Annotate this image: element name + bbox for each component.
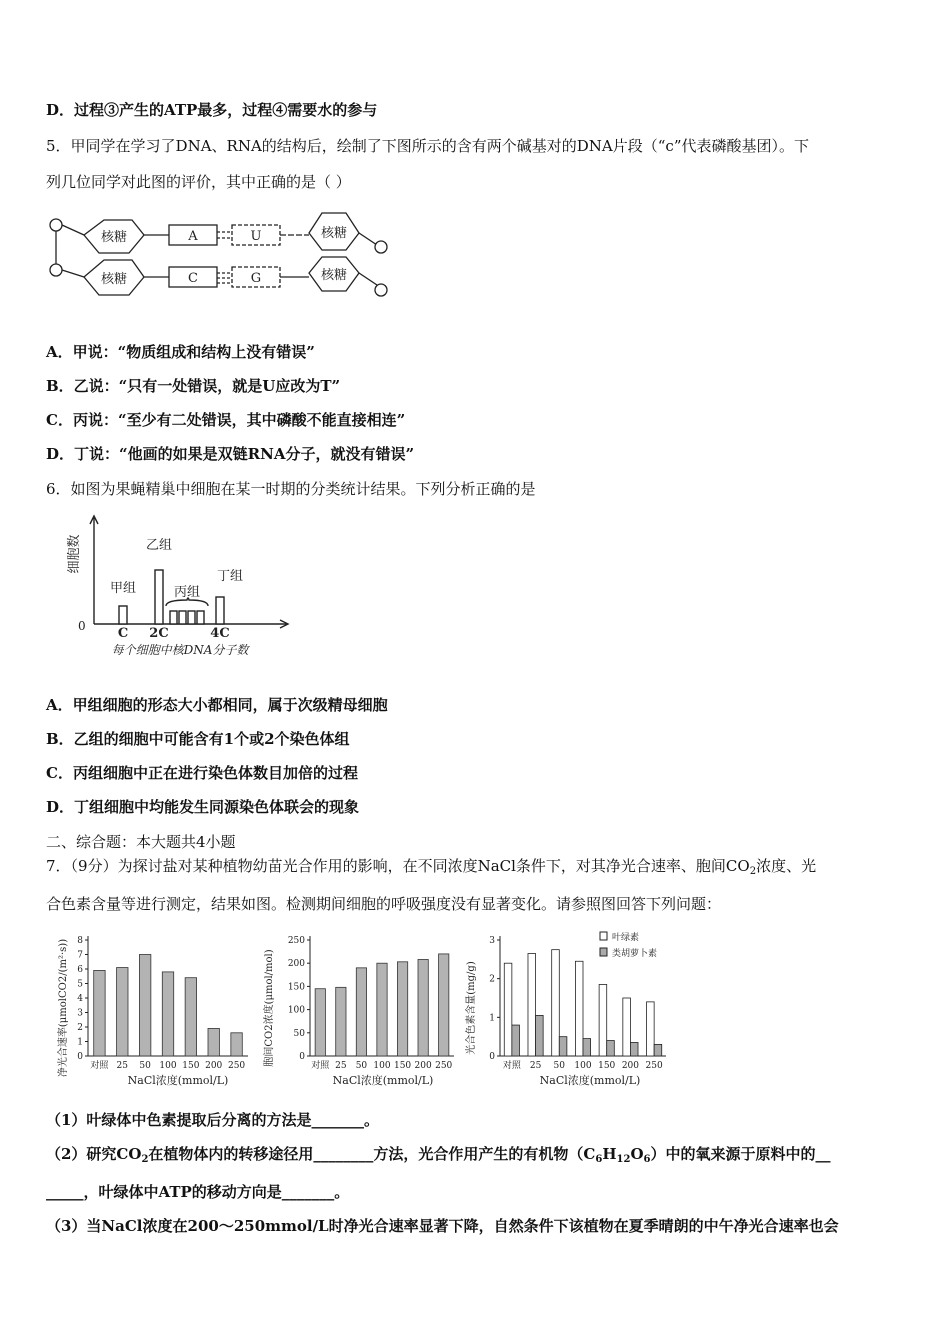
q6-tick-4c: 4C [210,626,230,641]
base-label-c: C [188,271,198,286]
chart2-y-tick: 0 [299,1052,305,1062]
q6-option-c: C．丙组细胞中正在进行染色体数目加倍的过程 [46,764,358,782]
legend-label-chlorophyll: 叶绿素 [612,933,640,943]
q7-stem-line1 [46,856,816,882]
phosphate-circle-left-top [50,219,62,231]
chart1-y-tick: 4 [77,994,83,1004]
legend-swatch-carotenoid [600,948,607,956]
q6-cell-count-chart [62,512,292,662]
chart3-bar-chlorophyll [599,984,607,1056]
chart1-x-tick: 对照 [90,1061,109,1071]
q7-p2-sub2: 6 [595,1154,603,1165]
base-label-a: A [188,229,198,244]
chart1-y-tick: 7 [77,950,83,961]
chart1-x-tick: 100 [159,1061,177,1071]
q6-bar-bing [197,611,204,624]
q5-option-d: D．丁说：“他画的如果是双链RNA分子，就没有错误” [46,445,415,463]
q6-y-label: 细胞数 [67,534,82,574]
chart2-x-tick: 对照 [311,1061,330,1071]
chart3-bar-chlorophyll [647,1002,655,1056]
chart1-bar [139,955,150,1057]
q7-part2-line2: _____，叶绿体中ATP的移动方向是_______。 [46,1183,350,1201]
base-label-u: U [250,229,262,244]
chart1-bar [117,968,128,1056]
chart1-x-label: NaCl浓度(mmol/L) [127,1074,229,1087]
chart2-x-tick: 200 [414,1061,432,1071]
chart3-x-tick: 对照 [502,1061,521,1071]
chart1-bar [162,972,173,1056]
q7-p2-d: O [630,1145,644,1163]
q5-stem-line1: 5．甲同学在学习了DNA、RNA的结构后，绘制了下图所示的含有两个碱基对的DNA片段（“c”代表磷酸基团）。下 [46,137,810,155]
chart2-x-tick: 250 [435,1061,453,1071]
chart2-bar [418,959,428,1056]
chart3-bar-carotenoid [536,1015,544,1056]
q5-option-b: B．乙说：“只有一处错误，就是U应改为T” [46,377,341,395]
q7-part3: （3）当NaCl浓度在200～250mmol/L时净光合速率显著下降，自然条件下该植物在夏季晴朗的中午净光合速率也会 [46,1217,839,1235]
q7-stem-sub: 2 [749,866,757,877]
chart2-bar [356,968,366,1056]
sugar-label-right-top: 核糖 [320,226,348,241]
chart2-x-label: NaCl浓度(mmol/L) [332,1074,434,1087]
chart3-bar-carotenoid [559,1037,567,1056]
q4-option-d-text: D．过程③产生的ATP最多，过程④需要水的参与 [46,101,378,119]
q6-option-a: A．甲组细胞的形态大小都相同，属于次级精母细胞 [46,696,388,714]
chart2-bar [315,989,325,1056]
chart3-bar-carotenoid [583,1039,591,1056]
q7-part1: （1）叶绿体中色素提取后分离的方法是_______。 [46,1111,379,1129]
chart1-x-tick: 150 [182,1061,200,1071]
chart2-bar [336,987,346,1056]
q6-bar-bing [179,611,186,624]
q7-p2-c: H [602,1145,617,1163]
q6-group-label-ding: 丁组 [216,569,244,584]
q7-p2-a: （2）研究CO [46,1145,142,1163]
q6-group-label-bing: 丙组 [173,585,201,600]
chart2-y-tick: 100 [287,1005,305,1016]
phosphate-circle-left-bottom [50,264,62,276]
chart1-x-tick: 250 [227,1061,246,1071]
q7-p2-sub1: 2 [141,1154,149,1165]
phosphate-circle-right-bottom [375,284,387,296]
chart3-x-tick: 100 [574,1061,592,1071]
q7-chart-pigment-content [460,928,680,1088]
chart2-bar [439,954,449,1056]
chart2-y-tick: 50 [293,1028,305,1039]
chart3-x-tick: 25 [529,1061,542,1071]
q6-bar-bing [170,611,177,624]
chart3-bar-chlorophyll [504,963,512,1056]
chart2-x-tick: 100 [373,1061,391,1071]
q6-tick-2c: 2C [149,626,169,641]
q6-bar-jia [119,606,127,624]
q7-p2-sub4: 6 [643,1154,651,1165]
chart3-bar-chlorophyll [528,954,536,1056]
q5-option-c: C．丙说：“至少有二处错误，其中磷酸不能直接相连” [46,411,406,429]
chart3-bar-carotenoid [512,1025,520,1056]
chart3-y-tick: 1 [489,1013,495,1024]
chart1-bar [208,1028,219,1056]
q7-p2-e: ）中的氧来源于原料中的__ [650,1145,831,1163]
q7-chart-net-photosynthesis [48,928,258,1088]
q7-part2-line1 [46,1144,831,1170]
chart3-y-tick: 3 [489,936,495,946]
chart3-bar-chlorophyll [552,950,560,1056]
chart2-y-tick: 250 [287,936,305,946]
q6-group-label-yi: 乙组 [145,538,173,553]
q6-bar-ding [216,597,224,624]
chart3-x-tick: 150 [598,1061,616,1071]
sugar-label-left-bottom: 核糖 [100,272,128,287]
chart1-bar [94,970,105,1056]
chart3-y-tick: 2 [489,974,495,985]
chart2-bar [377,963,387,1056]
chart3-y-tick: 0 [489,1052,495,1062]
q5-option-a: A．甲说：“物质组成和结构上没有错误” [46,343,315,361]
chart2-y-tick: 200 [287,959,305,970]
q6-group-label-jia: 甲组 [109,581,137,596]
chart1-y-tick: 6 [77,965,83,975]
q6-origin-label: 0 [78,619,86,633]
chart2-bar [397,962,407,1056]
q7-p2-sub3: 12 [616,1154,631,1165]
q7-chart-intercellular-co2 [258,928,468,1088]
legend-label-carotenoid: 类胡萝卜素 [612,949,658,959]
q4-option-d [46,100,377,120]
chart1-y-tick: 0 [77,1052,83,1062]
chart3-x-tick: 250 [645,1061,663,1071]
q6-tick-c: C [117,626,129,641]
chart3-y-label: 光合色素含量(mg/g) [466,961,477,1055]
chart1-y-tick: 3 [77,1008,83,1019]
chart3-x-label: NaCl浓度(mmol/L) [539,1074,641,1087]
chart1-bar [231,1033,242,1056]
chart1-y-tick: 5 [77,979,83,990]
chart1-y-label: 净光合速率(μmolCO2/(m²·s)) [58,938,69,1078]
chart1-bar [185,978,196,1056]
dna-diagram [44,205,394,305]
section2-header: 二、综合题：本大题共4小题 [46,833,236,851]
chart3-bar-chlorophyll [623,998,631,1056]
q6-stem: 6．如图为果蝇精巢中细胞在某一时期的分类统计结果。下列分析正确的是 [46,480,536,498]
chart3-x-tick: 50 [553,1061,566,1071]
chart2-y-label: 胞间CO2浓度(μmol/mol) [264,949,275,1067]
chart1-y-tick: 2 [77,1023,83,1033]
q5-stem-line2: 列几位同学对此图的评价，其中正确的是（ ） [46,173,351,191]
q7-stem-part-b: 浓度、光 [756,857,817,875]
chart2-x-tick: 150 [393,1061,412,1071]
chart1-y-tick: 8 [77,936,83,946]
q7-p2-b: 在植物体内的转移途径用________方法，光合作用产生的有机物（C [148,1145,596,1163]
sugar-label-left-top: 核糖 [100,230,128,245]
chart3-bar-carotenoid [607,1041,615,1056]
chart1-x-tick: 25 [116,1061,129,1071]
q7-stem-part-a: 7．（9分）为探讨盐对某种植物幼苗光合作用的影响，在不同浓度NaCl条件下，对其净光合速率、胞间CO [46,857,750,875]
legend-swatch-chlorophyll [600,932,607,940]
q6-option-b: B．乙组的细胞中可能含有1个或2个染色体组 [46,730,350,748]
q6-bar-yi [155,570,163,624]
phosphate-circle-right-top [375,241,387,253]
chart3-bar-carotenoid [654,1044,662,1056]
chart2-y-tick: 150 [287,982,305,993]
chart3-x-tick: 200 [621,1061,640,1071]
chart2-x-tick: 25 [335,1061,347,1071]
q6-bar-bing [188,611,195,624]
sugar-label-right-bottom: 核糖 [320,268,348,283]
chart3-bar-carotenoid [630,1042,638,1056]
chart2-x-tick: 50 [355,1061,368,1071]
base-label-g: G [250,271,262,286]
chart1-x-tick: 200 [205,1061,223,1071]
chart3-bar-chlorophyll [575,961,583,1056]
q7-stem-line2: 合色素含量等进行测定，结果如图。检测期间细胞的呼吸强度没有显著变化。请参照图回答下列问题： [46,895,722,913]
q6-x-label: 每个细胞中核DNA分子数 [111,643,249,657]
chart1-y-tick: 1 [77,1037,83,1048]
chart1-x-tick: 50 [139,1061,151,1071]
q6-option-d: D．丁组细胞中均能发生同源染色体联会的现象 [46,798,360,816]
